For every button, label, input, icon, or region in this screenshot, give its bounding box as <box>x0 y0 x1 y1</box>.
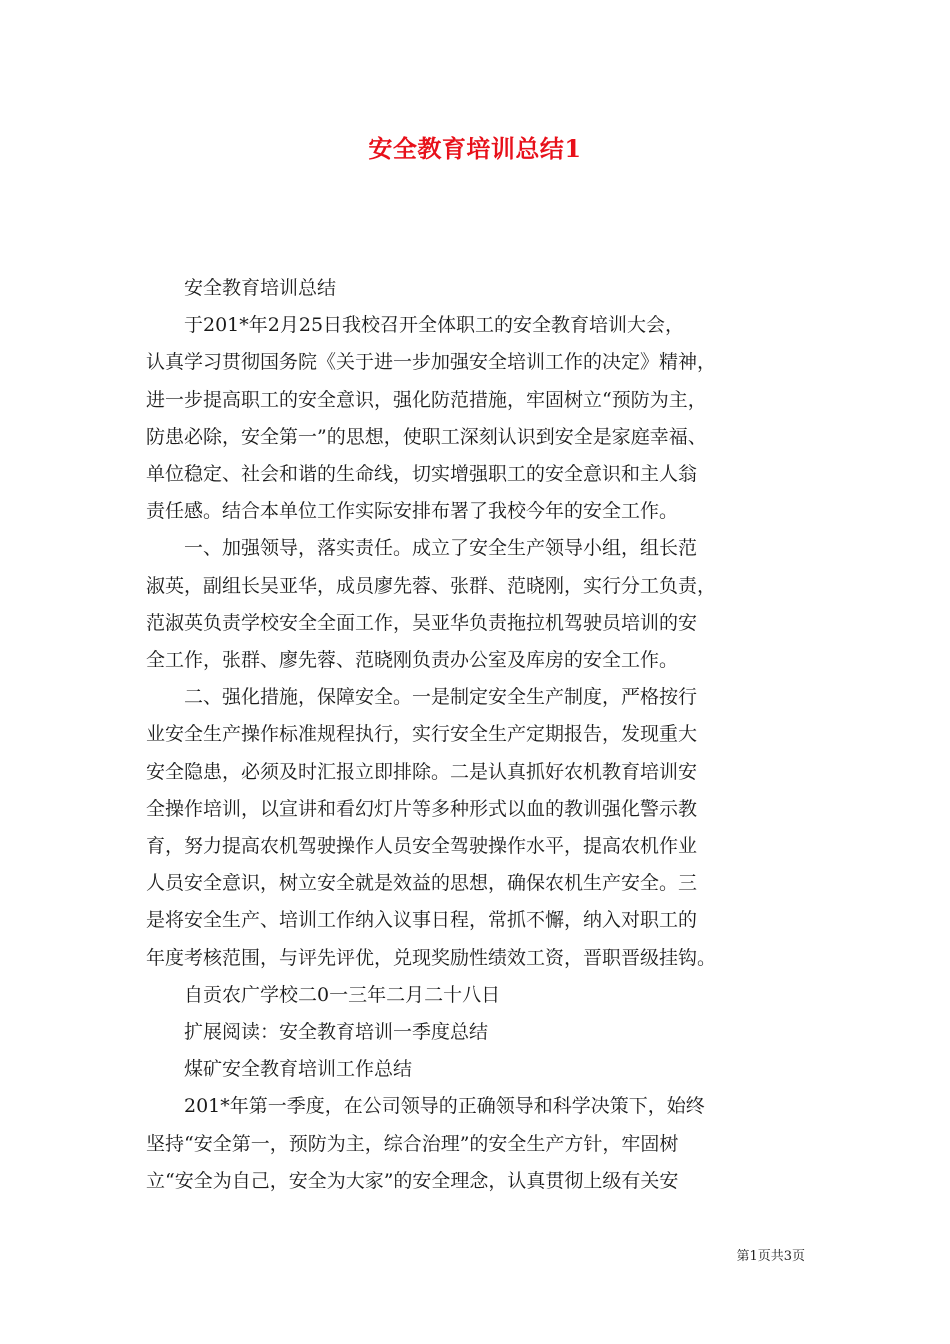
document-title: 安全教育培训总结1 <box>368 134 582 163</box>
paragraph-line: 自贡农广学校二0一三年二月二十八日 <box>184 983 501 1006</box>
paragraph-line: 安全隐患，必须及时汇报立即排除。二是认真抓好农机教育培训安 <box>146 760 698 783</box>
paragraph-line: 是将安全生产、培训工作纳入议事日程，常抓不懈，纳入对职工的 <box>146 909 698 932</box>
paragraph <box>146 530 806 679</box>
paragraph-line: 扩展阅读：安全教育培训一季度总结 <box>184 1021 489 1044</box>
paragraph <box>146 307 806 530</box>
paragraph-line: 认真学习贯彻国务院《关于进一步加强安全培训工作的决定》精神， <box>146 351 717 374</box>
paragraph-line: 一、加强领导，落实责任。成立了安全生产领导小组，组长范 <box>184 537 698 560</box>
paragraph <box>146 1014 806 1051</box>
paragraph-line: 淑英，副组长吴亚华，成员廖先蓉、张群、范晓刚，实行分工负责， <box>146 574 717 597</box>
paragraph-line: 煤矿安全教育培训工作总结 <box>184 1058 413 1081</box>
paragraph-line: 人员安全意识，树立安全就是效益的思想，确保农机生产安全。三 <box>146 872 698 895</box>
paragraph-line: 责任感。结合本单位工作实际安排布署了我校今年的安全工作。 <box>146 500 679 523</box>
paragraph-line: 坚持“安全第一，预防为主，综合治理”的安全生产方针，牢固树 <box>146 1132 679 1155</box>
page-number-footer: 第1页共3页 <box>736 1249 805 1264</box>
paragraph-line: 201*年第一季度，在公司领导的正确领导和科学决策下，始终 <box>184 1095 705 1118</box>
document-body <box>146 270 806 1200</box>
paragraph <box>146 1051 806 1088</box>
paragraph <box>146 679 806 977</box>
paragraph-line: 全操作培训，以宣讲和看幻灯片等多种形式以血的教训强化警示教 <box>146 797 698 820</box>
paragraph-line: 安全教育培训总结 <box>184 277 337 299</box>
paragraph-line: 防患必除，安全第一”的思想，使职工深刻认识到安全是家庭幸福、 <box>146 425 707 448</box>
paragraph-line: 立“安全为自己，安全为大家”的安全理念，认真贯彻上级有关安 <box>146 1169 679 1192</box>
paragraph-line: 二、强化措施，保障安全。一是制定安全生产制度，严格按行 <box>184 686 698 709</box>
paragraph-line: 年度考核范围，与评先评优，兑现奖励性绩效工资，晋职晋级挂钩。 <box>146 946 717 969</box>
paragraph <box>146 977 806 1014</box>
paragraph <box>146 270 806 307</box>
paragraph-line: 育，努力提高农机驾驶操作人员安全驾驶操作水平，提高农机作业 <box>146 835 698 858</box>
paragraph-line: 全工作，张群、廖先蓉、范晓刚负责办公室及库房的安全工作。 <box>146 649 679 672</box>
paragraph-line: 于201*年2月25日我校召开全体职工的安全教育培训大会， <box>184 314 685 337</box>
paragraph-line: 范淑英负责学校安全全面工作，吴亚华负责拖拉机驾驶员培训的安 <box>146 611 698 634</box>
paragraph-line: 单位稳定、社会和谐的生命线，切实增强职工的安全意识和主人翁 <box>146 463 698 486</box>
paragraph-line: 业安全生产操作标准规程执行，实行安全生产定期报告，发现重大 <box>146 723 698 746</box>
paragraph <box>146 1088 806 1200</box>
paragraph-line: 进一步提高职工的安全意识，强化防范措施，牢固树立“预防为主， <box>146 388 707 411</box>
